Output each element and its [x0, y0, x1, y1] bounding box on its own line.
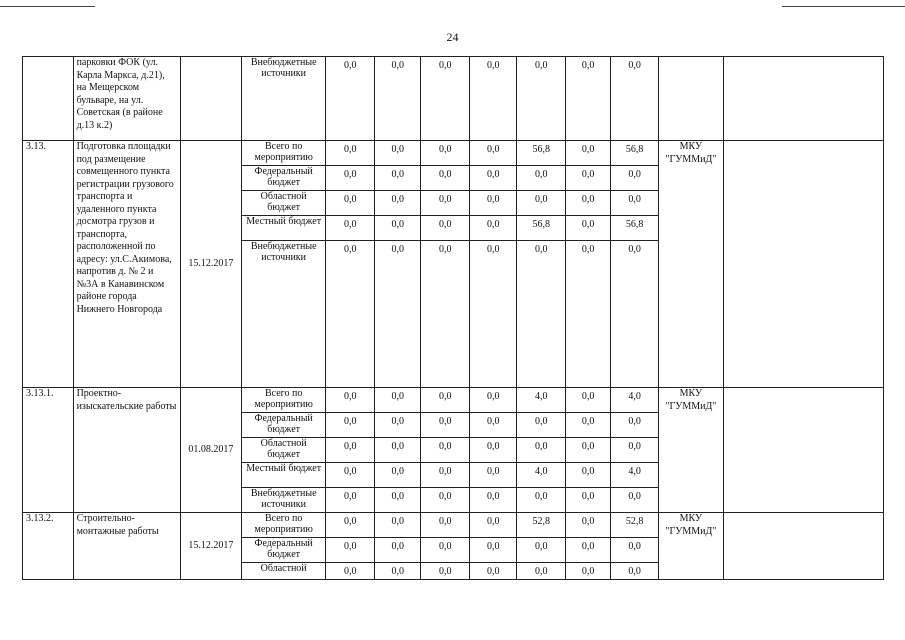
- scan-mark-top-right: [782, 6, 905, 7]
- value-cell: 0,0: [421, 488, 470, 513]
- value-cell: 4,0: [611, 388, 658, 413]
- value-cell: 0,0: [375, 438, 421, 463]
- value-cell: 52,8: [517, 513, 566, 538]
- section-name: парковки ФОК (ул. Карла Маркса, д.21), на Мещерском бульваре, на ул. Советская (в районе д.13 к.2): [73, 57, 180, 141]
- empty-cell: [723, 57, 883, 141]
- value-cell: 0,0: [326, 538, 375, 563]
- section-name: Проектно-изыскательские работы: [73, 388, 180, 513]
- value-cell: 0,0: [565, 166, 610, 191]
- value-cell: 0,0: [375, 57, 421, 141]
- table-row: [23, 141, 884, 166]
- value-cell: 0,0: [565, 388, 610, 413]
- funding-source: Всего по мероприятию: [241, 513, 326, 538]
- responsible-organization: МКУ "ГУММиД": [658, 141, 723, 388]
- value-cell: 0,0: [326, 413, 375, 438]
- value-cell: 0,0: [565, 191, 610, 216]
- table-row: [23, 513, 884, 538]
- funding-source: Внебюджетные источники: [241, 241, 326, 388]
- value-cell: 0,0: [611, 413, 658, 438]
- value-cell: 0,0: [469, 488, 516, 513]
- funding-source: Внебюджетные источники: [241, 57, 326, 141]
- value-cell: 0,0: [565, 563, 610, 580]
- table-row: [23, 57, 884, 141]
- value-cell: 0,0: [469, 463, 516, 488]
- value-cell: 0,0: [565, 141, 610, 166]
- value-cell: 0,0: [326, 141, 375, 166]
- value-cell: 0,0: [565, 538, 610, 563]
- funding-source: Федеральный бюджет: [241, 413, 326, 438]
- value-cell: 0,0: [375, 191, 421, 216]
- funding-source: Федеральный бюджет: [241, 538, 326, 563]
- value-cell: 0,0: [375, 166, 421, 191]
- value-cell: 0,0: [611, 538, 658, 563]
- empty-cell: [723, 513, 883, 580]
- value-cell: 0,0: [565, 463, 610, 488]
- empty-cell: [723, 388, 883, 513]
- value-cell: 0,0: [565, 413, 610, 438]
- value-cell: 0,0: [611, 488, 658, 513]
- value-cell: 0,0: [375, 463, 421, 488]
- value-cell: 0,0: [469, 57, 516, 141]
- value-cell: 0,0: [611, 57, 658, 141]
- value-cell: 0,0: [611, 563, 658, 580]
- value-cell: 0,0: [421, 141, 470, 166]
- value-cell: 0,0: [375, 141, 421, 166]
- section-name: Строительно-монтажные работы: [73, 513, 180, 580]
- budget-table: [22, 56, 884, 580]
- value-cell: 0,0: [469, 166, 516, 191]
- value-cell: 0,0: [375, 388, 421, 413]
- value-cell: 0,0: [326, 57, 375, 141]
- value-cell: 0,0: [375, 216, 421, 241]
- funding-source: Областной бюджет: [241, 438, 326, 463]
- value-cell: 0,0: [326, 463, 375, 488]
- value-cell: 56,8: [517, 216, 566, 241]
- value-cell: 0,0: [517, 57, 566, 141]
- funding-source: Областной: [241, 563, 326, 580]
- value-cell: 0,0: [517, 191, 566, 216]
- funding-source: Местный бюджет: [241, 216, 326, 241]
- empty-cell: [723, 141, 883, 388]
- scan-mark-top-left: [0, 6, 95, 7]
- value-cell: 0,0: [375, 538, 421, 563]
- value-cell: 0,0: [421, 463, 470, 488]
- value-cell: 0,0: [326, 438, 375, 463]
- value-cell: 0,0: [421, 438, 470, 463]
- section-name: Подготовка площадки под размещение совмещенного пункта регистрации грузового транспорта и удаленного пункта досмотра грузов и транспорта, расположенной по адресу: ул.С.Акимова, напротив д. № 2 и №3А в Канавинском районе города Нижнего Новгорода: [73, 141, 180, 388]
- section-code: [23, 57, 74, 141]
- responsible-organization: МКУ "ГУММиД": [658, 388, 723, 513]
- value-cell: 0,0: [421, 191, 470, 216]
- value-cell: 4,0: [517, 388, 566, 413]
- section-date: 01.08.2017: [180, 388, 241, 513]
- value-cell: 0,0: [517, 538, 566, 563]
- value-cell: 0,0: [326, 241, 375, 388]
- value-cell: 0,0: [375, 563, 421, 580]
- value-cell: 0,0: [565, 438, 610, 463]
- value-cell: 0,0: [421, 538, 470, 563]
- value-cell: 0,0: [326, 216, 375, 241]
- value-cell: 4,0: [517, 463, 566, 488]
- section-code: 3.13.: [23, 141, 74, 388]
- value-cell: 0,0: [421, 241, 470, 388]
- value-cell: 0,0: [611, 191, 658, 216]
- value-cell: 0,0: [469, 388, 516, 413]
- value-cell: 0,0: [326, 388, 375, 413]
- value-cell: 56,8: [517, 141, 566, 166]
- funding-source: Федеральный бюджет: [241, 166, 326, 191]
- value-cell: 0,0: [375, 488, 421, 513]
- responsible-organization: МКУ "ГУММиД": [658, 513, 723, 580]
- funding-source: Областной бюджет: [241, 191, 326, 216]
- section-date: 15.12.2017: [180, 513, 241, 580]
- value-cell: 0,0: [421, 57, 470, 141]
- value-cell: 0,0: [326, 191, 375, 216]
- value-cell: 0,0: [517, 241, 566, 388]
- funding-source: Всего по мероприятию: [241, 388, 326, 413]
- section-code: 3.13.2.: [23, 513, 74, 580]
- value-cell: 0,0: [421, 563, 470, 580]
- value-cell: 4,0: [611, 463, 658, 488]
- value-cell: 56,8: [611, 141, 658, 166]
- funding-source: Местный бюджет: [241, 463, 326, 488]
- value-cell: 0,0: [517, 413, 566, 438]
- table-body: [23, 57, 884, 580]
- value-cell: 0,0: [565, 513, 610, 538]
- value-cell: 0,0: [469, 538, 516, 563]
- value-cell: 0,0: [326, 563, 375, 580]
- value-cell: 0,0: [421, 388, 470, 413]
- value-cell: 0,0: [565, 241, 610, 388]
- value-cell: 0,0: [565, 216, 610, 241]
- section-code: 3.13.1.: [23, 388, 74, 513]
- value-cell: 0,0: [375, 413, 421, 438]
- value-cell: 0,0: [421, 513, 470, 538]
- value-cell: 0,0: [469, 563, 516, 580]
- value-cell: 0,0: [517, 488, 566, 513]
- value-cell: 0,0: [469, 141, 516, 166]
- value-cell: 0,0: [421, 413, 470, 438]
- value-cell: 0,0: [517, 563, 566, 580]
- value-cell: 0,0: [421, 216, 470, 241]
- value-cell: 0,0: [611, 241, 658, 388]
- value-cell: 0,0: [421, 166, 470, 191]
- value-cell: 0,0: [469, 191, 516, 216]
- value-cell: 0,0: [565, 57, 610, 141]
- value-cell: 0,0: [517, 166, 566, 191]
- section-date: 15.12.2017: [180, 141, 241, 388]
- funding-source: Внебюджетные источники: [241, 488, 326, 513]
- value-cell: 0,0: [375, 513, 421, 538]
- value-cell: 0,0: [469, 438, 516, 463]
- value-cell: 0,0: [326, 488, 375, 513]
- value-cell: 0,0: [326, 513, 375, 538]
- responsible-organization: [658, 57, 723, 141]
- value-cell: 0,0: [469, 513, 516, 538]
- value-cell: 0,0: [375, 241, 421, 388]
- funding-source: Всего по мероприятию: [241, 141, 326, 166]
- value-cell: 52,8: [611, 513, 658, 538]
- value-cell: 0,0: [469, 241, 516, 388]
- value-cell: 56,8: [611, 216, 658, 241]
- value-cell: 0,0: [469, 413, 516, 438]
- value-cell: 0,0: [326, 166, 375, 191]
- section-date: [180, 57, 241, 141]
- value-cell: 0,0: [611, 438, 658, 463]
- value-cell: 0,0: [611, 166, 658, 191]
- table-row: [23, 388, 884, 413]
- value-cell: 0,0: [469, 216, 516, 241]
- value-cell: 0,0: [565, 488, 610, 513]
- page-number: 24: [446, 30, 459, 44]
- value-cell: 0,0: [517, 438, 566, 463]
